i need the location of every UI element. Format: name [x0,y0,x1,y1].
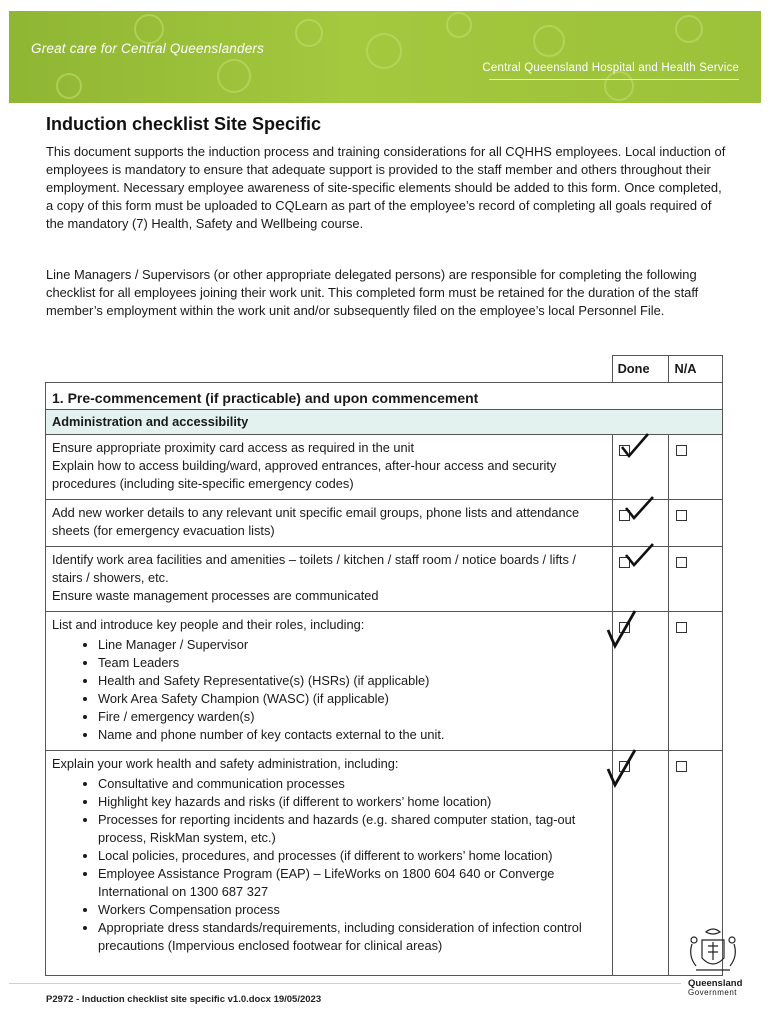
row-text [46,612,613,751]
banner-rule [489,79,739,80]
list-item: • Health and Safety Representative(s) (HSRs) (if applicable) [98,672,606,690]
row-text [46,500,613,547]
na-checkbox[interactable] [676,510,687,521]
row-line: List and introduce key people and their roles, including: [52,617,365,632]
queensland-government-logo [684,926,742,996]
list-item: • Appropriate dress standards/requirements, including consideration of infection control precautions (Impervious enclosed footwear for clinical areas) [98,919,606,955]
banner-tagline: Great care for Central Queenslanders [31,41,265,56]
check-mark-icon [618,431,654,461]
footer-document-reference: P2972 - Induction checklist site specific v1.0.docx 19/05/2023 [46,994,322,1005]
list-item: • Work Area Safety Champion (WASC) (if applicable) [98,690,606,708]
section-heading: 1. Pre-commencement (if practicable) and upon commencement [46,383,723,410]
na-cell[interactable] [669,612,723,751]
header-banner [9,11,761,103]
list-item: • Team Leaders [98,654,606,672]
row-line: Explain how to access building/ward, approved entrances, after-hour access and security procedures (including site-specific emergency codes) [52,458,557,491]
list-item: • Line Manager / Supervisor [98,636,606,654]
responsibility-paragraph: Line Managers / Supervisors (or other appropriate delegated persons) are responsible for completing the following checklist for all employees joining their work unit. This completed form must be retained for the duration of the staff member’s employment within the work unit and/or subsequently filed on the employee’s local Personnel File. [46,267,699,318]
bullet-list [52,775,606,955]
induction-checklist-table [45,355,723,976]
done-cell[interactable] [612,435,669,500]
table-row [46,547,723,612]
list-item: • Name and phone number of key contacts external to the unit. [98,726,606,744]
row-text [46,435,613,500]
na-cell[interactable] [669,435,723,500]
list-item: • Processes for reporting incidents and hazards (e.g. shared computer station, tag-out process, RiskMan system, etc.) [98,811,606,847]
done-cell[interactable] [612,751,669,976]
banner-service-name: Central Queensland Hospital and Health Service [482,62,739,74]
footer-rule [9,983,681,984]
row-text [46,751,613,976]
row-line: Ensure appropriate proximity card access as required in the unit [52,440,415,455]
column-header-na: N/A [669,356,723,383]
banner-pattern-icon [9,11,761,103]
list-item: • Employee Assistance Program (EAP) – LifeWorks on 1800 604 640 or Converge International on 1300 687 327 [98,865,606,901]
logo-line-1: Queensland [688,978,743,989]
list-item: • Highlight key hazards and risks (if different to workers’ home location) [98,793,606,811]
list-item: • Workers Compensation process [98,901,606,919]
row-line: Explain your work health and safety administration, including: [52,756,399,771]
done-cell[interactable] [612,612,669,751]
logo-line-2: Government [688,988,738,997]
list-item: • Consultative and communication processes [98,775,606,793]
row-line: Identify work area facilities and amenities – toilets / kitchen / staff room / notice boards / lifts / stairs / showers, etc. [52,552,576,585]
row-text [46,547,613,612]
na-checkbox[interactable] [676,761,687,772]
column-header-done: Done [612,356,669,383]
page-title: Induction checklist Site Specific [46,114,322,134]
subheading: Administration and accessibility [46,410,723,435]
section-row [46,383,723,410]
list-item: • Local policies, procedures, and processes (if different to workers’ home location) [98,847,606,865]
na-checkbox[interactable] [676,557,687,568]
na-checkbox[interactable] [676,622,687,633]
done-cell[interactable] [612,547,669,612]
table-row [46,612,723,751]
check-mark-icon [623,541,659,571]
bullet-list [52,636,606,744]
done-cell[interactable] [612,500,669,547]
row-line: Add new worker details to any relevant unit specific email groups, phone lists and attendance sheets (for emergency evacuation lists) [52,505,580,538]
check-mark-icon [605,608,641,652]
na-cell[interactable] [669,547,723,612]
table-row [46,500,723,547]
check-mark-icon [605,747,641,791]
table-header-row [46,356,723,383]
list-item: • Fire / emergency warden(s) [98,708,606,726]
na-cell[interactable] [669,500,723,547]
table-row [46,751,723,976]
na-checkbox[interactable] [676,445,687,456]
table-row [46,435,723,500]
intro-paragraph: This document supports the induction process and training considerations for all CQHHS employees. Local induction of employees is mandatory to ensure that adequate support is provided to the staff member and others throughout their employment. Necessary employee awareness of site-specific elements should be added to this form. Once completed, a copy of this form must be uploaded to CQLearn as part of the employee’s record of completing all goals required of the mandatory (7) Health, Safety and Wellbeing course. [46,144,726,231]
check-mark-icon [623,494,659,524]
row-line: Ensure waste management processes are communicated [52,588,379,603]
coat-of-arms-icon [684,926,742,978]
